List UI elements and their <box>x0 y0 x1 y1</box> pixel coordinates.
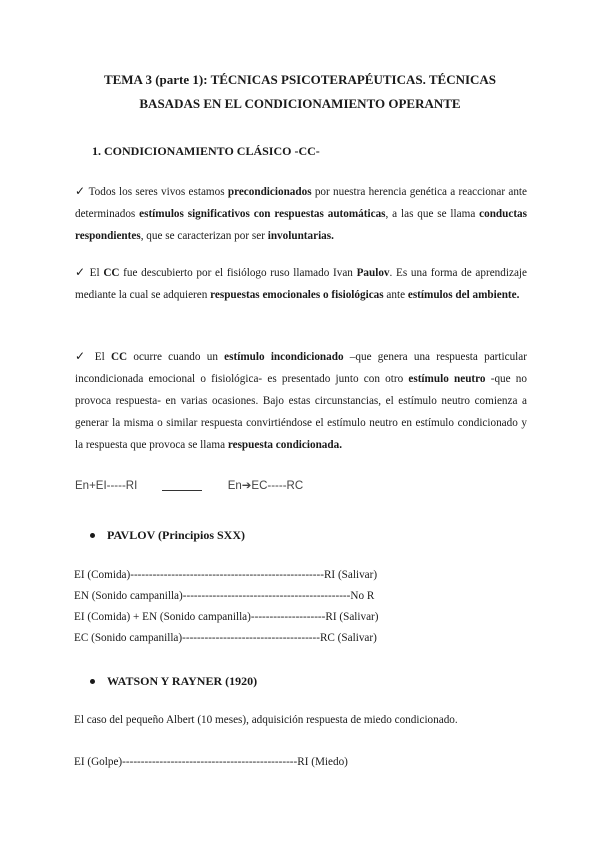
document-title-line-2: BASADAS EN EL CONDICIONAMIENTO OPERANTE <box>139 96 461 111</box>
document-title-line-1: TEMA 3 (parte 1): TÉCNICAS PSICOTERAPÉUTICAS. TÉCNICAS <box>103 72 497 87</box>
checkmark-icon: ✓ <box>75 265 86 279</box>
checkmark-icon: ✓ <box>75 184 86 198</box>
pavlov-line: EI (Comida) + EN (Sonido campanilla)--------------------RI (Salivar) <box>74 611 379 623</box>
arrow-right-icon <box>162 490 202 491</box>
watson-heading: WATSON Y RAYNER (1920) <box>90 674 257 689</box>
paragraph-paulov: ✓ El CC fue descubierto por el fisiólogo ruso llamado Ivan Paulov. Es una forma de aprendizaje mediante la cual se adquieren respuestas emocionales o fisiológicas ante estímulos del ambiente. <box>75 265 527 301</box>
pavlov-line: EC (Sonido campanilla)-------------------------------------RC (Salivar) <box>74 632 377 644</box>
bullet-icon <box>90 679 95 684</box>
formula-left: En+EI-----RI <box>75 480 138 492</box>
bullet-icon <box>90 533 95 538</box>
pavlov-heading: PAVLOV (Principios SXX) <box>90 528 245 543</box>
paragraph-precondicionados: ✓ Todos los seres vivos estamos precondicionados por nuestra herencia genética a reaccionar ante determinados estímulos significativos con respuestas automáticas, a las que se llama conductas respondientes, que se caracterizan por ser involuntarias. <box>75 184 528 242</box>
paragraph-estimulo-incondicionado: ✓ El CC ocurre cuando un estímulo incondicionado –que genera una respuesta particular incondicionada emocional o fisiológica- es presentado junto con otro estímulo neutro -que no provoca respuesta- en varias ocasiones. Bajo estas circunstancias, el estímulo neutro comienza a generar la misma o similar respuesta convirtiéndose el estímulo neutro en estímulo condicionado y la respuesta que provoca se llama respuesta condicionada. <box>75 349 527 451</box>
pavlov-line: EN (Sonido campanilla)---------------------------------------------No R <box>74 590 375 602</box>
pavlov-line: EI (Comida)----------------------------------------------------RI (Salivar) <box>74 569 378 581</box>
watson-text: El caso del pequeño Albert (10 meses), adquisición respuesta de miedo condicionado. <box>74 714 458 726</box>
section-heading-condicionamiento-clasico: 1. CONDICIONAMIENTO CLÁSICO -CC- <box>92 144 320 158</box>
formula-right: En➔EC-----RC <box>227 480 304 492</box>
checkmark-icon: ✓ <box>75 349 89 363</box>
watson-line: EI (Golpe)-----------------------------------------------RI (Miedo) <box>74 756 348 768</box>
